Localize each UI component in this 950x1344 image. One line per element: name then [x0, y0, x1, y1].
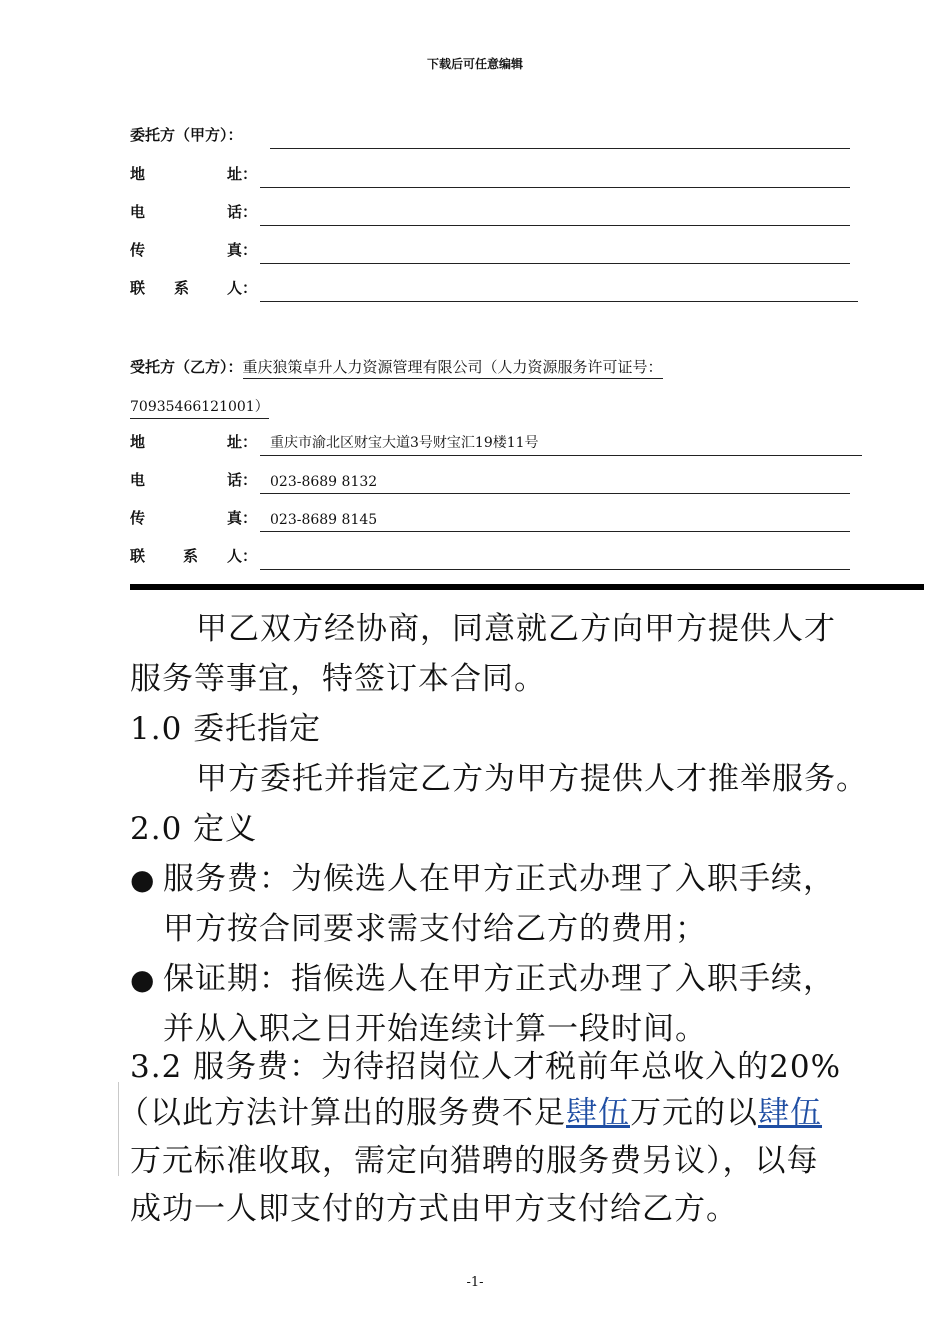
- section-3-line2: [118, 1088, 822, 1138]
- section-1-title: 1.0 委托指定: [130, 711, 322, 747]
- party-b-fax-field: [130, 506, 850, 532]
- amount-link-1[interactable]: 肆伍: [566, 1095, 630, 1131]
- party-a-address-field: [130, 162, 850, 188]
- party-b-contact-label-mid: 系: [183, 547, 199, 565]
- party-b-entrusted-field: [130, 356, 663, 377]
- party-b-address-field: [130, 430, 862, 456]
- party-a-phone-blank[interactable]: [260, 225, 850, 226]
- party-b-fax-value: 023-8689 8145: [270, 512, 378, 528]
- bullet-1-line2: 甲方按合同要求需支付给乙方的费用；: [163, 911, 707, 947]
- section-3-line2-text-a: （以此方法计算出的服务费不足: [118, 1095, 566, 1131]
- party-a-contact-blank[interactable]: [260, 301, 858, 302]
- party-a-phone-label-suffix: 话：: [227, 203, 258, 221]
- section-3-line3: 万元标准收取，需定向猎聘的服务费另议），以每: [130, 1143, 819, 1179]
- party-b-fax-label-suffix: 真：: [227, 509, 258, 527]
- bullet-icon: ●: [130, 863, 156, 896]
- party-b-entrusted-label: 受托方（乙方）：: [130, 358, 243, 376]
- party-a-fax-label-suffix: 真：: [227, 241, 258, 259]
- party-b-license-number: 70935466121001）: [130, 396, 269, 419]
- party-a-contact-field: [130, 276, 860, 302]
- party-a-phone-label: 电: [130, 203, 146, 221]
- bullet-2-line2: 并从入职之日开始连续计算一段时间。: [163, 1011, 707, 1047]
- party-b-contact-blank[interactable]: [260, 569, 850, 570]
- section-3-line2-text-b: 万元的以: [630, 1095, 758, 1131]
- party-a-address-blank[interactable]: [260, 187, 850, 188]
- party-b-address-underline: [260, 455, 862, 456]
- party-a-address-label: 地: [130, 165, 146, 183]
- party-a-contact-label-suffix: 人：: [227, 279, 258, 297]
- page-number: -1-: [466, 1275, 484, 1290]
- party-b-phone-value: 023-8689 8132: [270, 474, 378, 490]
- party-b-phone-label: 电: [130, 471, 146, 489]
- party-a-phone-field: [130, 200, 850, 226]
- bullet-icon: ●: [130, 963, 156, 996]
- party-b-contact-label: 联: [130, 547, 146, 565]
- party-b-address-label: 地: [130, 433, 146, 451]
- section-2-title: 2.0 定义: [130, 811, 258, 847]
- party-b-company-name: 重庆狼策卓升人力资源管理有限公司（人力资源服务许可证号：: [243, 358, 663, 379]
- amount-link-2[interactable]: 肆伍: [758, 1095, 822, 1131]
- party-b-address-value: 重庆市渝北区财宝大道3号财宝汇19楼11号: [270, 435, 539, 451]
- party-a-fax-field: [130, 238, 850, 264]
- party-a-entrusting-field: [130, 123, 850, 149]
- party-b-phone-label-suffix: 话：: [227, 471, 258, 489]
- party-b-phone-field: [130, 468, 850, 494]
- bullet-2-line1: 保证期：指候选人在甲方正式办理了入职手续，: [163, 961, 835, 997]
- party-a-contact-label: 联: [130, 279, 146, 297]
- party-b-contact-label-suffix: 人：: [227, 547, 258, 565]
- intro-paragraph-line1: 甲乙双方经协商，同意就乙方向甲方提供人才: [196, 611, 836, 647]
- section-divider: [130, 584, 924, 590]
- section-1-text: 甲方委托并指定乙方为甲方提供人才推举服务。: [196, 761, 868, 797]
- party-a-name-blank[interactable]: [270, 148, 850, 149]
- bullet-1-line1: 服务费：为候选人在甲方正式办理了入职手续，: [163, 861, 835, 897]
- party-a-fax-label: 传: [130, 241, 146, 259]
- party-a-entrusting-label: 委托方（甲方）：: [130, 126, 243, 144]
- party-b-fax-underline: [260, 531, 850, 532]
- party-b-contact-field: [130, 544, 850, 570]
- party-b-address-label-suffix: 址：: [227, 433, 258, 451]
- party-b-phone-underline: [260, 493, 850, 494]
- party-a-contact-label-mid: 系: [174, 279, 190, 297]
- party-a-address-label-suffix: 址：: [227, 165, 258, 183]
- intro-paragraph-line2: 服务等事宜，特签订本合同。: [130, 661, 546, 697]
- party-a-fax-blank[interactable]: [260, 263, 850, 264]
- header-note: 下载后可任意编辑: [426, 57, 523, 71]
- section-3-line1: 3.2 服务费：为待招岗位人才税前年总收入的20%: [130, 1049, 842, 1085]
- party-b-fax-label: 传: [130, 509, 146, 527]
- section-3-line4: 成功一人即支付的方式由甲方支付给乙方。: [130, 1191, 738, 1227]
